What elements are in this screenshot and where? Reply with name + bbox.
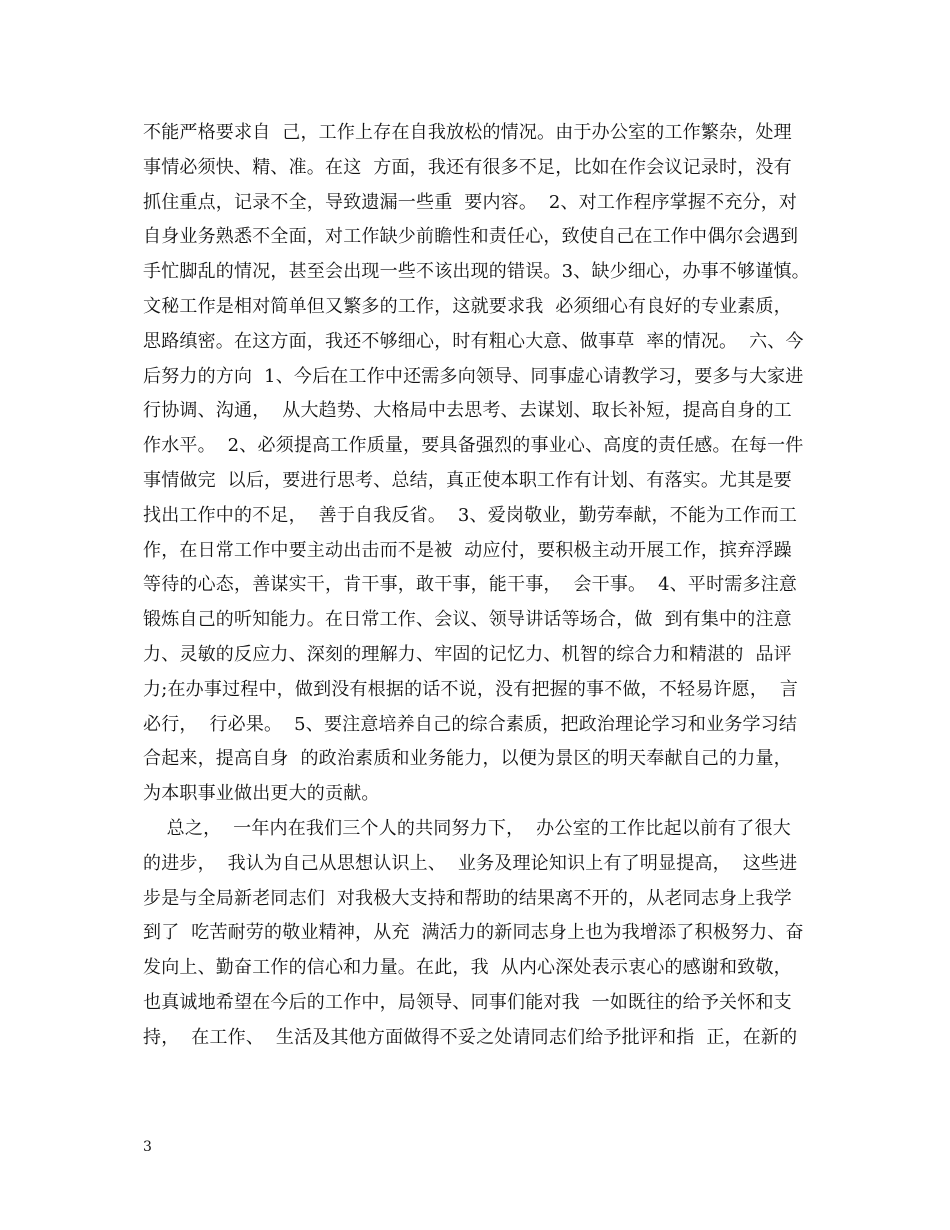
- text-line: 发向上、勤奋工作的信心和力量。在此，我 从内心深处表示衷心的感谢和致敬，: [143, 957, 792, 979]
- text-line: 到了 吃苦耐劳的敬业精神，从充 满活力的新同志身上也为我增添了积极努力、奋: [143, 922, 804, 944]
- text-line: 事情做完 以后，要进行思考、总结，真正使本职工作有计划、有落实。尤其是要: [143, 469, 792, 491]
- page-number: 3: [143, 1139, 152, 1155]
- text-line: 为本职事业做出更大的贡献。: [143, 783, 380, 805]
- text-line: 等待的心态，善谋实干，肯干事，敢干事，能干事， 会干事。 4、平时需多注意: [143, 574, 798, 596]
- text-line: 自身业务熟悉不全面，对工作缺少前瞻性和责任心，致使自己在工作中偶尔会遇到: [143, 226, 799, 248]
- text-line: 也真诚地希望在今后的工作中，局领导、同事们能对我 一如既往的给予关怀和支: [143, 991, 792, 1013]
- body-text: [143, 116, 823, 1056]
- text-line: 合起来，提高自身 的政治素质和业务能力，以便为景区的明天奉献自己的力量，: [143, 748, 792, 770]
- text-line: 的进步， 我认为自己从思想认识上、 业务及理论知识上有了明显提高， 这些进: [143, 852, 798, 874]
- text-line: 找出工作中的不足， 善于自我反省。 3、爱岗敬业，勤劳奉献，不能为工作而工: [143, 504, 798, 526]
- text-line: 后努力的方向 1、今后在工作中还需多向领导、同事虚心请教学习，要多与大家进: [143, 365, 804, 387]
- text-line: 行协调、沟通， 从大趋势、大格局中去思考、去谋划、取长补短，提高自身的工: [143, 400, 792, 422]
- text-line: 抓住重点，记录不全，导致遗漏一些重 要内容。 2、对工作程序掌握不充分，对: [143, 191, 798, 213]
- text-line: 力、灵敏的反应力、深刻的理解力、牢固的记忆力、机智的综合力和精湛的 品评: [143, 643, 792, 665]
- text-line: 作，在日常工作中要主动出击而不是被 动应付，要积极主动开展工作，摈弃浮躁: [143, 539, 792, 561]
- text-line: 力;在办事过程中，做到没有根据的话不说，没有把握的事不做，不轻易许愿， 言: [143, 678, 799, 700]
- text-line: 总之， 一年内在我们三个人的共同努力下， 办公室的工作比起以前有了很大: [143, 817, 791, 839]
- text-line: 作水平。 2、必须提高工作质量，要具备强烈的事业心、高度的责任感。在每一件: [143, 435, 804, 457]
- text-line: 事情必须快、精、准。在这 方面，我还有很多不足，比如在作会议记录时，没有: [143, 156, 792, 178]
- text-line: 思路缜密。在这方面，我还不够细心，时有粗心大意、做事草 率的情况。 六、今: [143, 330, 804, 352]
- text-line: 文秘工作是相对简单但又繁多的工作，这就要求我 必须细心有良好的专业素质，: [143, 295, 792, 317]
- text-line: 锻炼自己的听知能力。在日常工作、会议、领导讲话等场合，做 到有集中的注意: [143, 609, 792, 631]
- text-line: 手忙脚乱的情况，甚至会出现一些不该出现的错误。3、缺少细心，办事不够谨慎。: [143, 261, 810, 283]
- text-line: 不能严格要求自 己，工作上存在自我放松的情况。由于办公室的工作繁杂，处理: [143, 122, 792, 143]
- text-line: 必行， 行必果。 5、要注意培养自己的综合素质，把政治理论学习和业务学习结: [143, 713, 798, 735]
- text-line: 步是与全局新老同志们 对我极大支持和帮助的结果离不开的，从老同志身上我学: [143, 887, 792, 909]
- text-line: 持， 在工作、 生活及其他方面做得不妥之处请同志们给予批评和指 正，在新的: [143, 1026, 798, 1048]
